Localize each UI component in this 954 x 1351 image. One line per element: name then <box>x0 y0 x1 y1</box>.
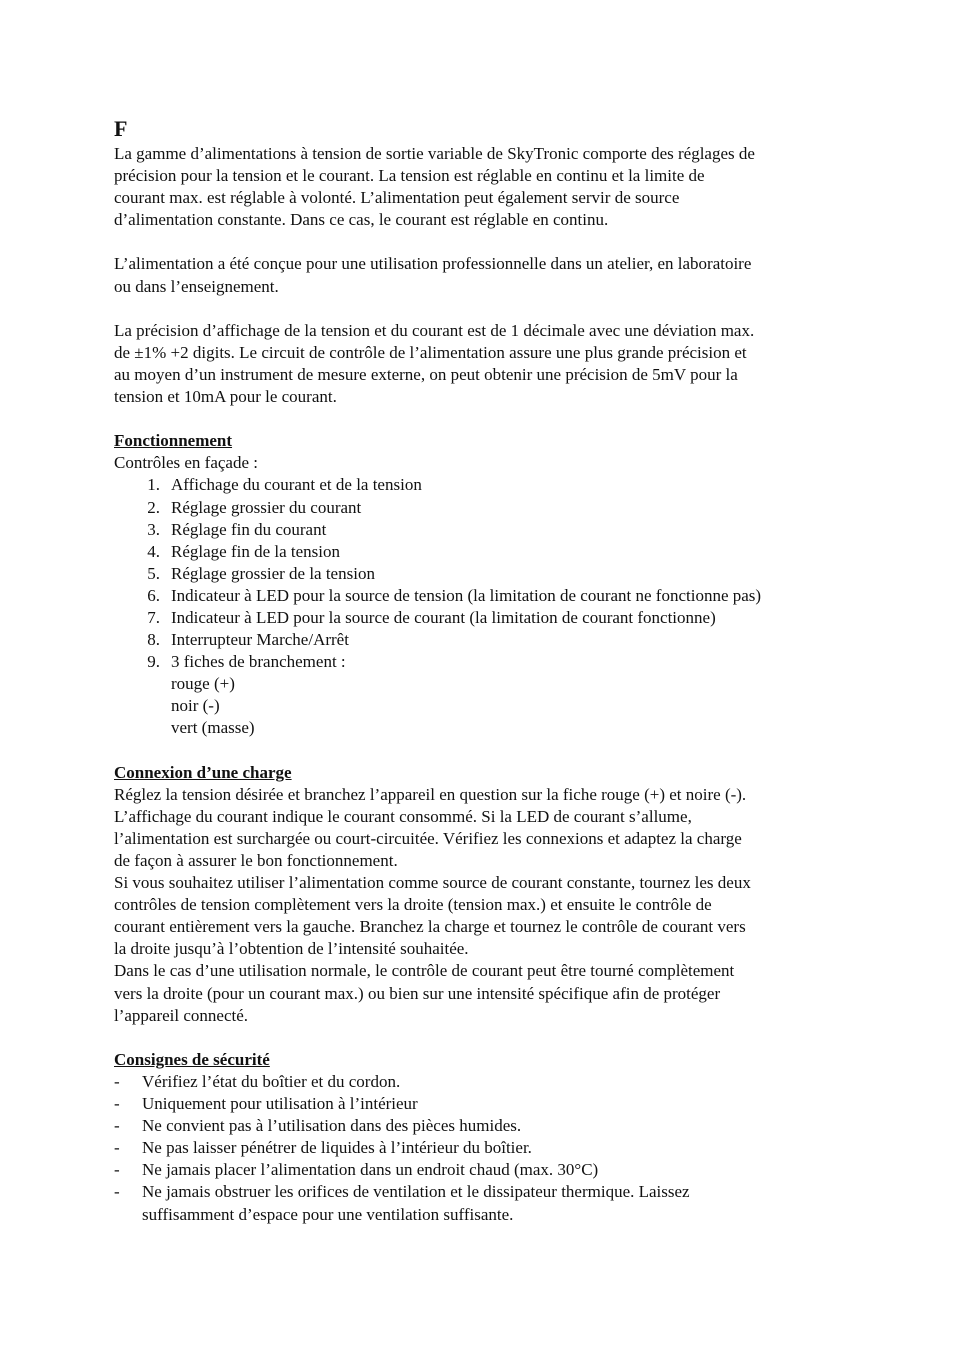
text-line: contrôles de tension complètement vers la droite (tension max.) et ensuite le contrôle de <box>114 895 712 915</box>
safety-section <box>114 1049 854 1226</box>
plug-green: vert (masse) <box>171 718 255 738</box>
paragraph-gap <box>114 408 854 430</box>
item-number: 3. <box>147 519 160 539</box>
paragraph-gap <box>114 1027 854 1049</box>
text-line: vers la droite (pour un courant max.) ou bien sur une intensité spécifique afin de protéger <box>114 983 721 1003</box>
connection-heading: Connexion d’une charge <box>114 762 292 782</box>
item-number: 8. <box>147 630 160 650</box>
text-line: L’affichage du courant indique le courant consommé. Si la LED de courant s’allume, <box>114 806 692 826</box>
item-text: Réglage grossier du courant <box>171 497 362 517</box>
text-line: courant entièrement vers la gauche. Branchez la charge et tournez le contrôle de courant vers <box>114 917 746 937</box>
item-number: 4. <box>147 541 160 561</box>
item-text: Affichage du courant et de la tension <box>171 475 422 495</box>
text-line: l’alimentation est surchargée ou court-circuitée. Vérifiez les connexions et adaptez la charge <box>114 828 742 848</box>
usage-paragraph <box>114 253 854 297</box>
text-line: Dans le cas d’une utilisation normale, le contrôle de courant peut être tourné complètement <box>114 961 735 981</box>
list-item <box>114 519 854 541</box>
text-line: L’alimentation a été conçue pour une utilisation professionnelle dans un atelier, en laboratoire <box>114 254 752 274</box>
text-line: Réglez la tension désirée et branchez l’appareil en question sur la fiche rouge (+) et noire (-). <box>114 784 747 804</box>
item-text-continued: suffisamment d’espace pour une ventilation suffisante. <box>142 1204 514 1224</box>
list-item <box>114 1093 854 1115</box>
item-text: Vérifiez l’état du boîtier et du cordon. <box>142 1071 401 1091</box>
safety-list <box>114 1071 854 1226</box>
list-item <box>114 1071 854 1093</box>
list-item <box>114 651 854 673</box>
text-line: de ±1% +2 digits. Le circuit de contrôle de l’alimentation assure une plus grande précision et <box>114 342 747 362</box>
text-line: de façon à assurer le bon fonctionnement. <box>114 851 398 870</box>
item-text: Ne pas laisser pénétrer de liquides à l’intérieur du boîtier. <box>142 1138 532 1158</box>
list-item <box>114 629 854 651</box>
connection-section <box>114 762 854 1027</box>
item-text: Réglage fin de la tension <box>171 541 341 561</box>
paragraph-gap <box>114 298 854 320</box>
bullet-dash: - <box>114 1071 120 1091</box>
item-text: Ne jamais placer l’alimentation dans un endroit chaud (max. 30°C) <box>142 1160 599 1180</box>
item-text: Interrupteur Marche/Arrêt <box>171 630 349 650</box>
text-line: l’appareil connecté. <box>114 1005 249 1025</box>
list-item <box>114 563 854 585</box>
item-text: Ne jamais obstruer les orifices de ventilation et le dissipateur thermique. Laissez <box>142 1182 690 1202</box>
bullet-dash: - <box>114 1094 120 1114</box>
text-line: tension et 10mA pour le courant. <box>114 387 337 407</box>
item-text: Réglage grossier de la tension <box>171 563 375 583</box>
safety-heading: Consignes de sécurité <box>114 1049 270 1069</box>
precision-paragraph <box>114 320 854 408</box>
bullet-dash: - <box>114 1138 120 1158</box>
paragraph-gap <box>114 231 854 253</box>
operation-intro: Contrôles en façade : <box>114 453 258 473</box>
item-text: Ne convient pas à l’utilisation dans des pièces humides. <box>142 1116 522 1136</box>
plug-red: rouge (+) <box>171 674 235 694</box>
list-item <box>114 1181 854 1225</box>
list-item <box>114 607 854 629</box>
list-item <box>114 585 854 607</box>
item-number: 9. <box>147 652 160 672</box>
operation-heading: Fonctionnement <box>114 431 233 451</box>
language-letter: F <box>114 116 128 141</box>
item-text: Indicateur à LED pour la source de courant (la limitation de courant fonctionne) <box>171 607 716 627</box>
bullet-dash: - <box>114 1182 120 1202</box>
item-number: 2. <box>147 497 160 517</box>
text-line: au moyen d’un instrument de mesure externe, on peut obtenir une précision de 5mV pour la <box>114 364 738 384</box>
list-item <box>114 541 854 563</box>
text-line: ou dans l’enseignement. <box>114 276 279 296</box>
text-line: Si vous souhaitez utiliser l’alimentation comme source de courant constante, tournez les deux <box>114 873 751 893</box>
list-item <box>114 1137 854 1159</box>
paragraph-gap <box>114 740 854 762</box>
text-line: d’alimentation constante. Dans ce cas, le courant est réglable en continu. <box>114 210 609 230</box>
controls-list <box>114 474 854 673</box>
list-item <box>114 497 854 519</box>
item-number: 6. <box>147 585 160 605</box>
operation-section <box>114 430 854 739</box>
item-number: 1. <box>147 475 160 495</box>
item-text: Réglage fin du courant <box>171 519 327 539</box>
list-item <box>114 1159 854 1181</box>
text-line: courant max. est réglable à volonté. L’alimentation peut également servir de source <box>114 188 680 208</box>
item-text: Indicateur à LED pour la source de tension (la limitation de courant ne fonctionne pas) <box>171 585 762 605</box>
bullet-dash: - <box>114 1160 120 1180</box>
list-item <box>114 1115 854 1137</box>
text-line: La gamme d’alimentations à tension de sortie variable de SkyTronic comporte des réglages de <box>114 144 755 163</box>
list-item <box>114 474 854 496</box>
bullet-dash: - <box>114 1116 120 1136</box>
item-number: 7. <box>147 607 160 627</box>
text-line: précision pour la tension et le courant. La tension est réglable en continu et la limite de <box>114 166 705 186</box>
text-line: La précision d’affichage de la tension et du courant est de 1 décimale avec une déviation max. <box>114 320 755 340</box>
intro-paragraph <box>114 143 854 231</box>
item-text: 3 fiches de branchement : <box>171 652 346 672</box>
item-number: 5. <box>147 563 160 583</box>
document-page <box>114 115 854 1226</box>
item-text: Uniquement pour utilisation à l’intérieur <box>142 1094 418 1114</box>
plug-black: noir (-) <box>171 696 220 716</box>
text-line: la droite jusqu’à l’obtention de l’intensité souhaitée. <box>114 939 469 959</box>
